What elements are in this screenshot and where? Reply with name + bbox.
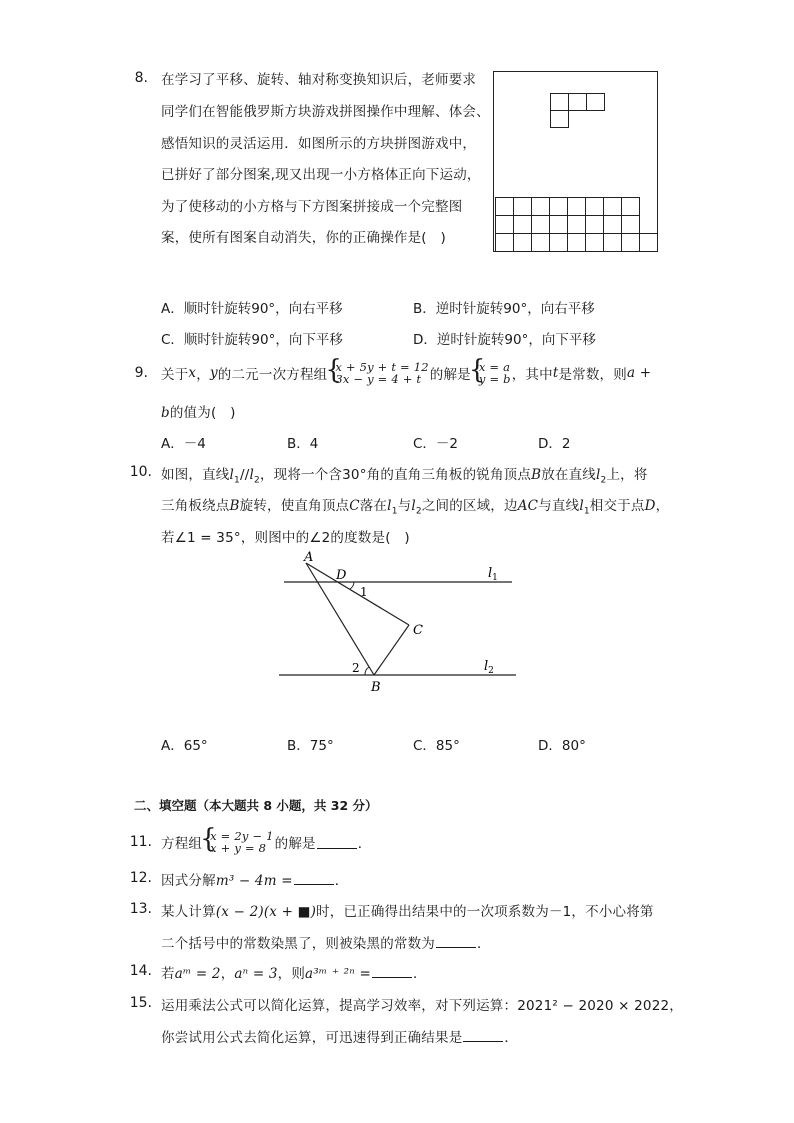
label-l2: $l_2$ [484,659,494,676]
q9-system: { x + 5y + t = 12 3x − y = 4 + t [328,361,428,385]
answer-blank[interactable] [294,872,334,885]
label-b: B [371,680,381,695]
triangle-figure [270,548,530,698]
edge-cb [374,625,409,675]
edge-ac [306,563,409,625]
q15-line-2: 你尝试用公式去简化运算，可迅速得到正确结果是 ． [161,1030,519,1046]
block-cell [532,216,550,234]
q10-option-d[interactable]: D．80° [538,738,586,754]
block-cell [532,234,550,252]
q13-line-1: 某人计算(x − 2)(x + ■)时，已正确得出结果中的一次项系数为－1，不小心将第 [161,904,654,920]
block-cell [604,216,622,234]
block-cell [568,216,586,234]
q9-option-b[interactable]: B．4 [287,436,319,452]
block-cell [586,198,604,216]
q8-option-c[interactable]: C．顺时针旋转90°，向下平移 [161,332,343,348]
block-cell [586,216,604,234]
q8-option-d[interactable]: D．逆时针旋转90°，向下平移 [413,332,596,348]
block-cell [622,198,640,216]
q10-line-1: 如图，直线$l_1//l_2$，现将一个含30°角的直角三角板的锐角顶点B放在直线$l_2$上，将 [161,467,648,486]
q15-number: 15. [129,995,152,1011]
block-cell [550,216,568,234]
q8-option-b[interactable]: B．逆时针旋转90°，向右平移 [413,301,595,317]
q8-line: 在学习了平移、旋转、轴对称变换知识后，老师要求 [161,72,477,88]
stacked-blocks [496,198,658,252]
block-cell [622,234,640,252]
q11-number: 11. [129,834,152,850]
block-cell [496,198,514,216]
block-cell [550,198,568,216]
q15-line-1: 运用乘法公式可以简化运算，提高学习效率，对下列运算：2021² − 2020 × 2022， [161,998,683,1014]
q10-line-2: 三角板绕点B旋转，使直角顶点C落在$l_1$与$l_2$之间的区域，边AC与直线$l_1$相交于点D， [161,498,670,517]
q14-line: 若aᵐ = 2，aⁿ = 3，则a³ᵐ ⁺ ²ⁿ = ． [161,966,427,982]
q14-number: 14. [129,963,152,979]
answer-blank[interactable] [436,935,476,948]
q8-option-a[interactable]: A．顺时针旋转90°，向右平移 [161,301,343,317]
tetris-figure [493,71,659,253]
block-cell [496,216,514,234]
block-cell [568,198,586,216]
block-cell [604,234,622,252]
q10-number: 10. [129,464,152,480]
q8-number: 8. [134,70,148,86]
label-angle-1: 1 [360,585,368,599]
block-cell [514,216,532,234]
q13-number: 13. [129,901,152,917]
q10-option-c[interactable]: C．85° [413,738,460,754]
q11-system: { x = 2y − 1 x + y = 8 [203,830,274,854]
angle-2-arc [365,667,369,675]
q10-option-b[interactable]: B．75° [287,738,334,754]
q8-line: 为了使移动的小方格与下方图案拼接成一个完整图 [161,199,463,215]
block-cell [568,234,586,252]
block-cell [532,198,550,216]
block-cell [604,198,622,216]
q9-number: 9. [134,365,148,381]
angle-1-arc [350,582,354,589]
q10-option-a[interactable]: A．65° [161,738,208,754]
section-title: 二、填空题（本大题共 8 小题，共 32 分） [134,798,378,813]
q9-option-a[interactable]: A．－4 [161,436,206,452]
label-c: C [413,623,423,638]
q8-line: 感悟知识的灵活运用．如图所示的方块拼图游戏中， [161,136,477,152]
q8-line: 已拼好了部分图案,现又出现一小方格体正向下运动， [161,167,481,183]
q12-number: 12. [129,870,152,886]
label-d: D [336,568,347,583]
block-cell [640,234,658,252]
q10-line-3: 若∠1 = 35°，则图中的∠2的度数是( ) [161,530,410,546]
block-cell [622,216,640,234]
label-angle-2: 2 [352,661,360,675]
block-cell [514,198,532,216]
q13-line-2: 二个括号中的常数染黑了，则被染黑的常数为 ． [161,936,491,952]
q9-option-c[interactable]: C．－2 [413,436,459,452]
label-a: A [304,550,314,565]
block-cell [550,234,568,252]
answer-blank[interactable] [317,836,357,849]
q12-line: 因式分解m³ − 4m = ． [161,873,349,889]
q9-solution: { x = a y = b [472,361,511,385]
q11-line: 方程组 { x = 2y − 1 x + y = 8 的解是 ． [161,824,371,860]
answer-blank[interactable] [463,1029,503,1042]
tetris-frame [494,72,658,252]
block-cell [514,234,532,252]
q8-line: 案，使所有图案自动消失，你的正确操作是( ) [161,230,446,246]
q9-line-2: b的值为( ) [161,405,236,421]
falling-piece [551,94,605,128]
label-l1: $l_1$ [488,566,498,583]
block-cell [586,234,604,252]
q8-line: 同学们在智能俄罗斯方块游戏拼图操作中理解、体会、 [161,104,490,120]
block-cell [496,234,514,252]
q9-option-d[interactable]: D．2 [538,436,571,452]
answer-blank[interactable] [372,965,412,978]
q9-line-1: 关于 x ， y 的二元一次方程组 { x + 5y + t = 12 3x − y = 4 + t 的解是 { x = a y = b ，其中 t 是常数，则 a + [161,355,651,391]
